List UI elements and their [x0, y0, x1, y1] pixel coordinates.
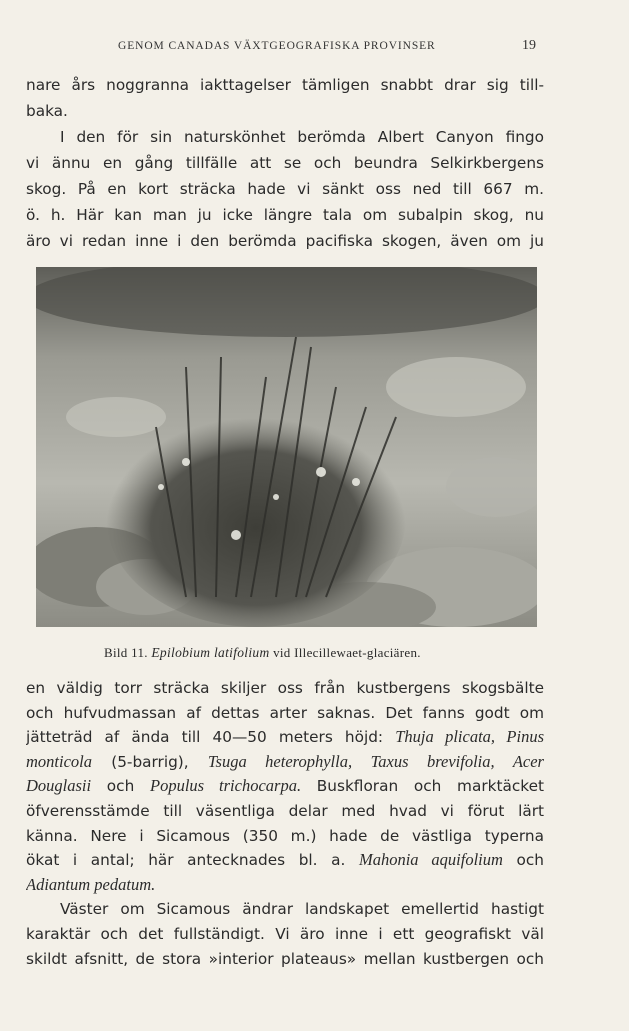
bottom-paragraph: [26, 676, 544, 971]
photograph-epilobium: [36, 267, 537, 627]
text-line: baka.: [26, 102, 68, 120]
text-line: [26, 750, 544, 775]
text-span: och: [502, 851, 544, 870]
text-line: [26, 774, 544, 799]
text-line: ö. h. Här kan man ju icke längre tala om subalpin skog, nu: [26, 206, 544, 224]
text-span: Buskfloran och marktäcket: [301, 777, 544, 796]
text-span: (5-barrig),: [92, 752, 208, 771]
figure-species: Epilobium latifolium: [151, 645, 270, 660]
text-line: skildt afsnitt, de stora »interior plateaus» mellan kustbergen och: [26, 949, 544, 968]
text-span: jätteträd af ända till 40—50 meters höjd:: [26, 728, 396, 747]
species-name: Tsuga heterophylla, Taxus brevifolia, Acer: [207, 751, 544, 771]
running-title: GENOM CANADAS VÄXTGEOGRAFISKA PROVINSER: [118, 40, 436, 52]
page-number: 19: [522, 38, 536, 53]
text-line: [26, 873, 544, 898]
text-line: [26, 725, 544, 750]
species-name: Thuja plicata, Pinus: [395, 727, 544, 747]
plant-photo-illustration: [36, 267, 537, 627]
text-line: äro vi redan inne i den berömda pacifiska skogen, även om ju: [26, 232, 544, 250]
text-line: öfverensstämde till väsentliga delar med hvad vi förut lärt: [26, 801, 544, 820]
text-span: ökat i antal; här antecknades bl. a.: [26, 851, 359, 870]
text-line: karaktär och det fullständigt. Vi äro inne i ett geografiskt väl: [26, 924, 544, 943]
text-line: nare års noggranna iakttagelser tämligen snabbt drar sig till-: [26, 76, 544, 94]
top-paragraph: [26, 72, 544, 254]
text-line: och hufvudmassan af dettas arter saknas. Det fanns godt om: [26, 703, 544, 722]
text-span: och: [91, 777, 150, 796]
text-line: skog. På en kort sträcka hade vi sänkt oss ned till 667 m.: [26, 180, 544, 198]
figure-label: Bild 11.: [104, 645, 148, 660]
species-name: Mahonia aquifolium: [358, 850, 503, 870]
text-line: en väldig torr sträcka skiljer oss från kustbergens skogsbälte: [26, 679, 544, 697]
species-name: Adiantum pedatum.: [26, 874, 156, 894]
text-line: vi ännu en gång tillfälle att se och beundra Selkirkbergens: [26, 154, 544, 172]
text-line: [26, 848, 544, 873]
species-name: monticola: [26, 751, 92, 771]
figure-caption: [104, 645, 544, 661]
text-line: Väster om Sicamous ändrar landskapet emellertid hastigt: [60, 900, 544, 919]
species-name: Populus trichocarpa.: [149, 776, 302, 796]
species-name: Douglasii: [26, 776, 92, 796]
text-line: känna. Nere i Sicamous (350 m.) hade de västliga typerna: [26, 826, 544, 845]
figure-caption-rest: vid Illecillewaet-glaciären.: [273, 645, 421, 660]
text-line: I den för sin naturskönhet berömda Albert Canyon fingo: [60, 128, 544, 146]
